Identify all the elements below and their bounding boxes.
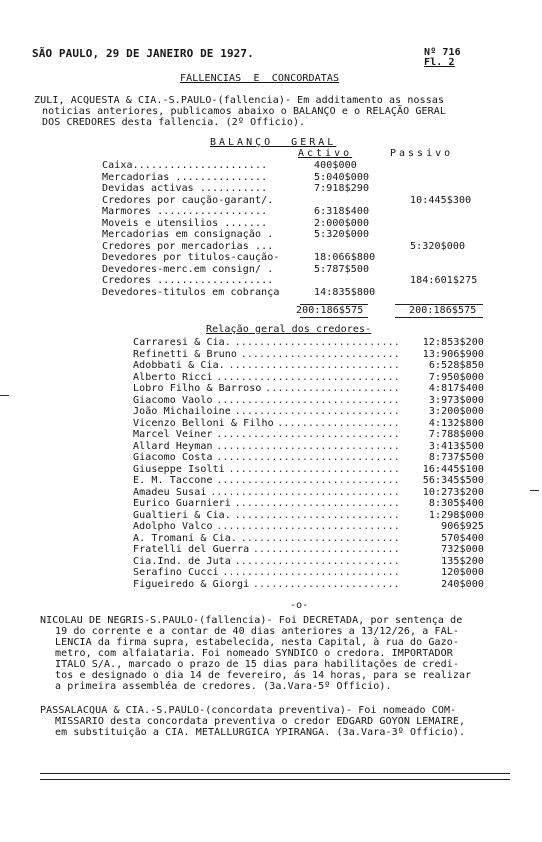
creditor-amount: 135$200 — [441, 555, 484, 567]
creditor-amount: 8:737$500 — [428, 452, 484, 463]
balance-row-activo: 14:835$800 — [314, 286, 376, 298]
balance-row-activo: 5:320$000 — [314, 229, 370, 240]
creditor-name: Allard Heyman — [133, 440, 213, 452]
creditor-name: Fratelli del Guerra — [133, 544, 250, 555]
creditor-name: João Michailoine — [133, 406, 231, 417]
creditor-name: Adobbati & Cia. — [133, 360, 225, 371]
dot-leader: .............................. — [216, 440, 400, 452]
creditor-amount: 13:906$900 — [422, 348, 484, 360]
passivo-total: 200:186$575 — [409, 305, 477, 316]
activo-total: 200:186$575 — [296, 305, 364, 316]
balance-row-label: Mercadorias ............... — [102, 171, 268, 183]
dot-leader: ........................... — [234, 337, 400, 348]
dot-leader: .............................. — [216, 521, 400, 532]
creditor-amount: 906$925 — [441, 521, 484, 532]
item-3-line: MISSARIO desta concordata preventiva o credor EDGARD GOYON LEMAIRE, — [55, 716, 466, 727]
creditor-amount: 4:817$400 — [428, 383, 484, 394]
creditor-amount: 3:200$000 — [428, 406, 484, 417]
creditor-amount: 8:305$400 — [428, 498, 484, 509]
dot-leader: .......................... — [240, 348, 400, 360]
creditor-name: Cia.Ind. de Juta — [133, 555, 231, 567]
dot-leader: .............................. — [216, 475, 400, 486]
creditor-name: Lobro Filho & Barroso — [133, 383, 262, 394]
item-1-line: noticias anteriores, publicamos abaixo o BALANÇO e o RELAÇÃO GERAL — [42, 106, 446, 117]
activo-total-underline — [300, 317, 368, 318]
balance-row-label: Caixa...................... — [102, 160, 268, 171]
passivo-header: Passivo — [390, 148, 454, 159]
section-title: FALLENCIAS E CONCORDATAS — [180, 73, 340, 84]
margin-mark — [530, 490, 539, 491]
item-1-line: ZULI, ACQUESTA & CIA.-S.PAULO-(fallencia)- Em additamento as nossas — [34, 95, 445, 106]
closing-rule — [40, 779, 510, 780]
creditor-amount: 56:345$500 — [422, 475, 484, 486]
dot-leader: ............................ — [228, 360, 400, 371]
item-2-line: metro, com alfaiataria. Foi nomeado SYNDICO o credora. IMPORTADOR — [55, 648, 453, 659]
dot-leader: ............................... — [210, 486, 400, 498]
creditor-amount: 12:853$200 — [422, 337, 484, 348]
creditor-amount: 240$000 — [441, 578, 484, 590]
balance-row-passivo: 184:601$275 — [410, 275, 478, 286]
balance-row-label: Devedores-titulos em cobrança — [102, 286, 280, 298]
balance-row-activo: 5:787$500 — [314, 263, 370, 275]
dot-leader: .............................. — [216, 371, 400, 383]
dot-leader: ........................... — [234, 509, 400, 521]
creditor-name: Gualtieri & Cia. — [133, 509, 231, 521]
creditor-name: Figueiredo & Giorgi — [133, 578, 250, 590]
item-2-line: LENCIA da firma supra, estabelecida, nesta Capital, à rua do Gazo- — [55, 637, 459, 648]
creditor-name: Adolpho Valco — [133, 521, 213, 532]
balance-row-passivo: 5:320$000 — [410, 240, 466, 252]
creditor-name: Giuseppe Isolti — [133, 463, 225, 475]
balance-row-label: Devedores-merc.em consign/ . — [102, 263, 274, 275]
dot-leader: .............................. — [216, 452, 400, 463]
creditor-name: Eurico Guarnieri — [133, 498, 231, 509]
creditor-name: Vicenzo Belloni & Filho — [133, 417, 274, 429]
balance-row-activo: 7:918$290 — [314, 183, 370, 194]
dot-leader: ........................ — [252, 544, 400, 555]
dot-leader: .............................. — [216, 429, 400, 440]
item-2-line: 19 do corrente e a contar de 40 dias anteriores a 13/12/26, a FAL- — [55, 626, 459, 637]
creditor-amount: 10:273$200 — [422, 486, 484, 498]
creditor-amount: 120$000 — [441, 567, 484, 578]
balance-row-label: Marmores .................. — [102, 206, 268, 217]
item-2-line: tos e designado o dia 14 de fevereiro, ás 14 horas, para se realizar — [55, 670, 472, 681]
balance-row-activo: 2:000$000 — [314, 217, 370, 229]
dot-leader: ............................. — [222, 567, 400, 578]
balance-row-activo: 400$000 — [314, 160, 357, 171]
creditor-amount: 7:788$000 — [428, 429, 484, 440]
item-2-line: ITALO S/A., marcado o prazo de 15 dias para habilitações de credi- — [55, 659, 459, 670]
creditor-name: E. M. Taccone — [133, 475, 213, 486]
creditor-name: Giacomo Costa — [133, 452, 213, 463]
dot-leader: .......................... — [240, 532, 400, 544]
creditor-name: Serafino Cucci — [133, 567, 219, 578]
item-2-line: a primeira assembléa de credores. (3a.Vara-5º Officio). — [55, 681, 392, 692]
creditor-name: Carraresi & Cia. — [133, 337, 231, 348]
dot-leader: ...................... — [265, 383, 400, 394]
balance-row-label: Credores por caução-garant/. — [102, 194, 274, 206]
creditor-amount: 6:528$850 — [428, 360, 484, 371]
item-2-line: NICOLAU DE NEGRIS-S.PAULO-(fallencia)- Foi DECRETADA, por sentença de — [40, 615, 463, 626]
activo-header: Activo — [298, 148, 353, 159]
creditor-name: Alberto Ricci — [133, 371, 213, 383]
closing-rule — [40, 773, 510, 774]
creditor-amount: 570$400 — [441, 532, 484, 544]
creditor-amount: 16:445$100 — [422, 463, 484, 475]
dot-leader: ........................... — [234, 555, 400, 567]
page-number: Fl. 2 — [424, 57, 455, 68]
balance-row-label: Credores por mercadorias ... — [102, 240, 274, 252]
creditor-amount: 7:950$000 — [428, 371, 484, 383]
dot-leader: ............................ — [228, 463, 400, 475]
item-1-line: DOS CREDORES desta fallencia. (2º Officio). — [42, 117, 306, 128]
creditor-name: Giacomo Vaolo — [133, 394, 213, 406]
creditor-amount: 1:298$000 — [428, 509, 484, 521]
balance-row-activo: 18:066$800 — [314, 252, 376, 263]
separator: -o- — [290, 600, 309, 611]
balance-row-activo: 5:040$000 — [314, 171, 370, 183]
dot-leader: .................... — [277, 417, 400, 429]
balance-row-label: Devidas activas ........... — [102, 183, 268, 194]
dot-leader: ........................... — [234, 406, 400, 417]
creditor-name: Refinetti & Bruno — [133, 348, 238, 360]
balance-title: BALANÇO GERAL — [210, 137, 337, 148]
passivo-total-underline — [395, 317, 483, 318]
dateline: SÃO PAULO, 29 DE JANEIRO DE 1927. — [32, 47, 254, 60]
balance-row-passivo: 10:445$300 — [410, 194, 472, 206]
dot-leader: .............................. — [216, 394, 400, 406]
margin-mark — [0, 395, 9, 396]
creditor-name: Amadeu Susai — [133, 486, 207, 498]
creditor-name: Marcel Veiner — [133, 429, 213, 440]
dot-leader: ........................... — [234, 498, 400, 509]
item-3-line: em substituição a CIA. METALLURGICA YPIRANGA. (3a.Vara-3º Officio). — [55, 727, 466, 738]
balance-row-label: Credores ................... — [102, 275, 274, 286]
balance-row-label: Moveis e utensilios ....... — [102, 217, 268, 229]
dot-leader: ........................ — [252, 578, 400, 590]
creditor-amount: 4:132$800 — [428, 417, 484, 429]
balance-row-activo: 6:318$400 — [314, 206, 370, 217]
item-3-line: PASSALACQUA & CIA.-S.PAULO-(concordata preventiva)- Foi nomeado COM- — [40, 705, 457, 716]
creditors-title: Relação geral dos credores- — [206, 324, 372, 335]
creditor-amount: 3:413$500 — [428, 440, 484, 452]
creditor-name: A. Tromani & Cia. — [133, 532, 238, 544]
balance-row-label: Mercadorias em consignação . — [102, 229, 274, 240]
bulletin-number: Nº 716 — [424, 47, 461, 58]
creditor-amount: 732$000 — [441, 544, 484, 555]
creditor-amount: 3:973$000 — [428, 394, 484, 406]
balance-row-label: Devedores por titulos-caução- — [102, 252, 280, 263]
